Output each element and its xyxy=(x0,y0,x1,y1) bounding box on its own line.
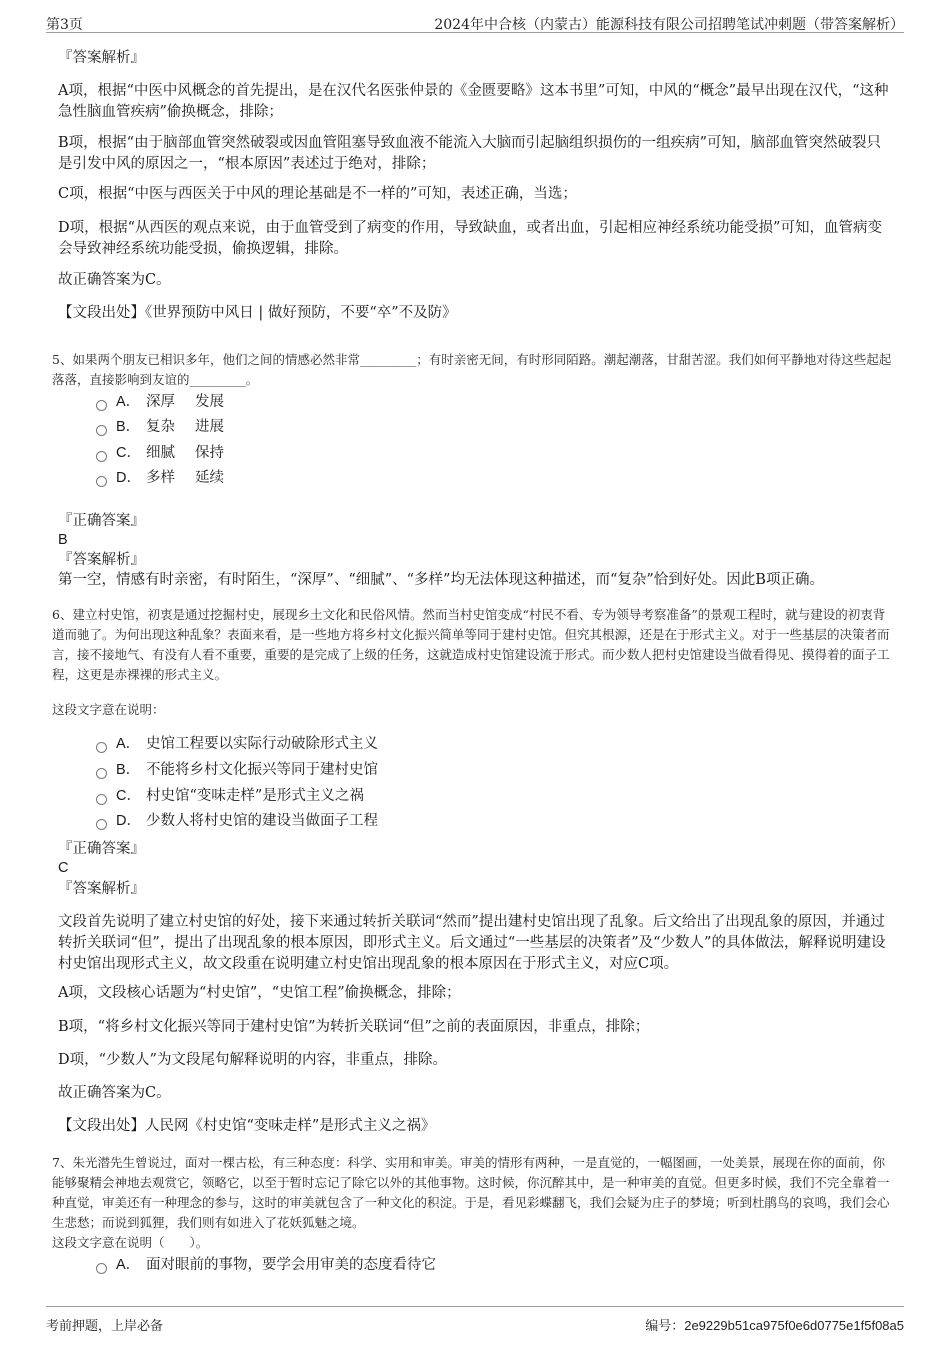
q5-correct-label: 『正确答案』 xyxy=(58,513,145,529)
q6-option-d[interactable]: D． 少数人将村史馆的建设当做面子工程 xyxy=(96,810,378,832)
radio-icon[interactable] xyxy=(96,794,107,805)
q6-correct-label: 『正确答案』 xyxy=(58,841,145,857)
q6-option-a[interactable]: A． 史馆工程要以实际行动破除形式主义 xyxy=(96,733,378,755)
code-value: 2e9229b51ca975f0e6d0775e1f5f08a5 xyxy=(684,1318,904,1333)
page-header xyxy=(46,8,904,33)
page-footer xyxy=(46,1306,904,1337)
q6-answer: C xyxy=(58,860,69,876)
analysis-conclusion: 故正确答案为C。 xyxy=(58,272,171,288)
code-label: 编号： xyxy=(645,1319,685,1334)
radio-icon[interactable] xyxy=(96,476,107,487)
page-number: 第3页 xyxy=(46,17,83,33)
q7-option-a[interactable]: A． 面对眼前的事物，要学会用审美的态度看待它 xyxy=(96,1254,436,1276)
q5-option-c[interactable]: C． 细腻 保持 xyxy=(96,442,224,464)
q5-analysis-label: 『答案解析』 xyxy=(58,552,145,568)
q7-prompt: 这段文字意在说明（ ）。 xyxy=(52,1235,209,1250)
document-title: 2024年中合核（内蒙古）能源科技有限公司招聘笔试冲刺题（带答案解析） xyxy=(434,17,904,33)
radio-icon[interactable] xyxy=(96,425,107,436)
footer-slogan: 考前押题，上岸必备 xyxy=(46,1319,164,1334)
q5-option-a[interactable]: A． 深厚 发展 xyxy=(96,391,224,413)
q5-answer: B xyxy=(58,532,68,548)
question-6-stem: 6、建立村史馆，初衷是通过挖掘村史，展现乡土文化和民俗风情。然而当村史馆变成“村民不看、专为领导考察准备”的景观工程时，就与建设的初衷背道而驰了。为何出现这种乱象？表面来看，是一些地方将乡村文化振兴简单等同于建村史馆。但究其根源，还是在于形式主义。对于一些基层的决策者而言，接不接地气、有没有人看不重要，重要的是完成了上级的任务，这就造成村史馆建设流于形式。而少数人把村史馆建设当做看得见、摸得着的面子工程，这更是赤裸裸的形式主义。 xyxy=(52,607,890,682)
q5-analysis: 第一空，情感有时亲密，有时陌生，“深厚”、“细腻”、“多样”均无法体现这种描述，而“复杂”恰到好处。因此B项正确。 xyxy=(58,572,824,588)
radio-icon[interactable] xyxy=(96,451,107,462)
q6-source-citation: 【文段出处】人民网《村史馆“变味走样”是形式主义之祸》 xyxy=(58,1118,436,1134)
q6-analysis-option-b: B项，“将乡村文化振兴等同于建村史馆”为转折关联词“但”之前的表面原因，非重点，排除； xyxy=(58,1019,650,1035)
analysis-option-d: D项，根据“从西医的观点来说，由于血管受到了病变的作用，导致缺血，或者出血，引起相应神经系统功能受损”可知，血管病变会导致神经系统功能受损，偷换逻辑，排除。 xyxy=(58,220,882,257)
q6-analysis-option-a: A项，文段核心话题为“村史馆”，“史馆工程”偷换概念，排除； xyxy=(58,985,461,1001)
q6-prompt: 这段文字意在说明： xyxy=(52,702,165,717)
q6-analysis-label: 『答案解析』 xyxy=(58,881,145,897)
analysis-option-b: B项，根据“由于脑部血管突然破裂或因血管阻塞导致血液不能流入大脑而引起脑组织损伤的一组疾病”可知，脑部血管突然破裂只是引发中风的原因之一，“根本原因”表述过于绝对，排除； xyxy=(58,135,881,172)
q6-option-b[interactable]: B． 不能将乡村文化振兴等同于建村史馆 xyxy=(96,759,378,781)
question-5-stem: 5、如果两个朋友已相识多年，他们之间的情感必然非常_________；有时亲密无间，有时形同陌路。潮起潮落，甘甜苦涩。我们如何平静地对待这些起起落落，直接影响到友谊的_________。 xyxy=(52,352,892,387)
document-code xyxy=(645,1315,904,1334)
q6-option-c[interactable]: C． 村史馆“变味走样”是形式主义之祸 xyxy=(96,785,364,807)
q5-option-b[interactable]: B． 复杂 进展 xyxy=(96,416,224,438)
analysis-option-a: A项，根据“中医中风概念的首先提出，是在汉代名医张仲景的《金匮要略》这本书里”可知，中风的“概念”最早出现在汉代，“这种急性脑血管疾病”偷换概念，排除； xyxy=(58,83,889,120)
q6-conclusion: 故正确答案为C。 xyxy=(58,1085,171,1101)
radio-icon[interactable] xyxy=(96,400,107,411)
source-citation: 【文段出处】《世界预防中风日 | 做好预防，不要“卒”不及防》 xyxy=(58,305,457,321)
analysis-label: 『答案解析』 xyxy=(58,50,145,66)
q6-analysis: 文段首先说明了建立村史馆的好处，接下来通过转折关联词“然而”提出建村史馆出现了乱象。后文给出了出现乱象的原因，并通过转折关联词“但”，提出了出现乱象的根本原因，即形式主义。后文通过“一些基层的决策者”及“少数人”的具体做法，解释说明建设村史馆出现形式主义，故文段重在说明建立村史馆出现乱象的根本原因在于形式主义，对应C项。 xyxy=(58,914,886,972)
radio-icon[interactable] xyxy=(96,1263,107,1274)
radio-icon[interactable] xyxy=(96,768,107,779)
radio-icon[interactable] xyxy=(96,819,107,830)
question-7-stem: 7、朱光潜先生曾说过，面对一棵古松，有三种态度：科学、实用和审美。审美的情形有两种，一是直觉的，一幅图画，一处美景，展现在你的面前，你能够聚精会神地去观赏它，领略它，以至于暂时忘记了除它以外的其他事物。这时候，你沉醉其中，是一种审美的直觉。但更多时候，我们不完全靠着一种直觉，审美还有一种理念的参与，这时的审美就包含了一种文化的积淀。于是，看见彩蝶翻飞，我们会疑为庄子的梦境；听到杜鹃鸟的哀鸣，我们会心生悲愁；而说到狐狸，我们则有如进入了花妖狐魅之境。 xyxy=(52,1155,890,1230)
analysis-option-c: C项，根据“中医与西医关于中风的理论基础是不一样的”可知，表述正确，当选； xyxy=(58,186,577,202)
radio-icon[interactable] xyxy=(96,742,107,753)
q5-option-d[interactable]: D． 多样 延续 xyxy=(96,467,224,489)
q6-analysis-option-d: D项，“少数人”为文段尾句解释说明的内容，非重点，排除。 xyxy=(58,1052,447,1068)
